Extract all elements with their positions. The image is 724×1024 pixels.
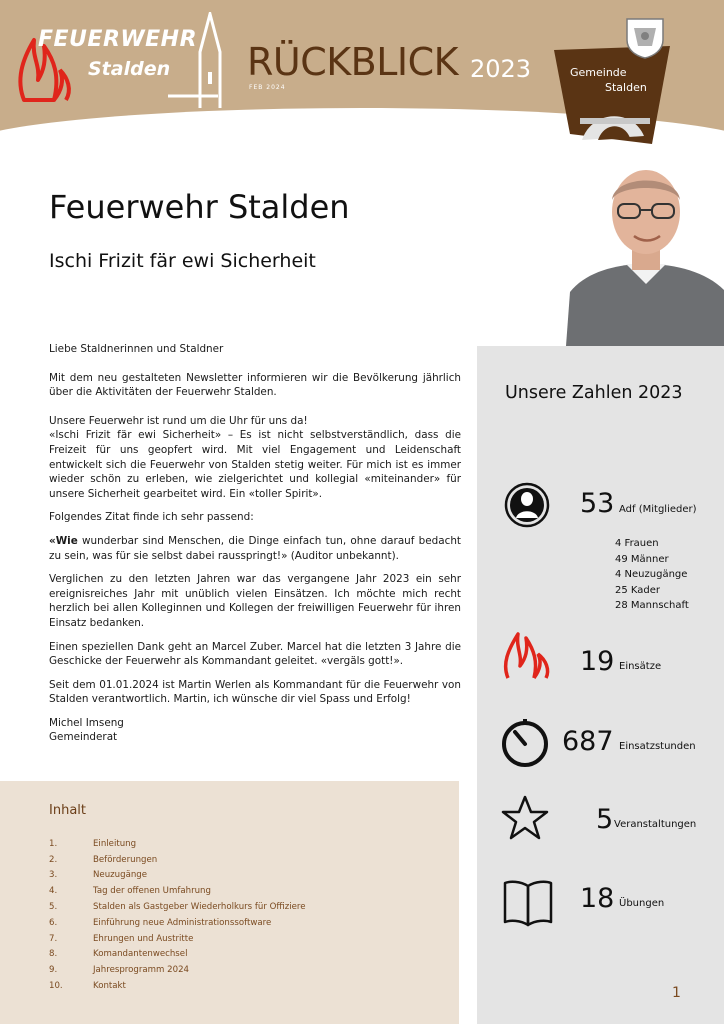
letter-paragraph: Einen speziellen Dank geht an Marcel Zuber. Marcel hat die letzten 3 Jahre die Geschicke der Feuerwehr als Kommandant geleitet. «vergäls gott!». <box>49 640 461 668</box>
newsletter-year: 2023 <box>470 55 532 83</box>
toc-number: 6. <box>49 917 58 928</box>
crest-icon <box>624 16 666 60</box>
toc-number: 10. <box>49 981 63 992</box>
toc-label: Stalden als Gastgeber Wiederholkurs für Offiziere <box>93 902 306 913</box>
page-title: Feuerwehr Stalden <box>49 188 350 226</box>
stat-veranstaltungen-value: 5 <box>596 804 614 835</box>
letter-greeting: Liebe Staldnerinnen und Staldner <box>49 343 224 355</box>
stat-stunden-label: Einsatzstunden <box>619 741 696 752</box>
gemeinde-name: Stalden <box>605 81 647 94</box>
toc-number: 3. <box>49 870 58 881</box>
breakdown-item: 28 Mannschaft <box>615 600 689 612</box>
toc-label: Ehrungen und Austritte <box>93 933 194 944</box>
stat-members-label: Adf (Mitglieder) <box>619 504 697 515</box>
toc-item[interactable] <box>49 868 449 884</box>
stat-uebungen-label: Übungen <box>619 898 665 909</box>
toc-label: Einführung neue Administrationssoftware <box>93 917 272 928</box>
gemeinde-label: Gemeinde <box>570 66 627 79</box>
portrait-photo <box>566 160 724 346</box>
toc-label: Jahresprogramm 2024 <box>93 965 190 976</box>
stat-einsaetze-label: Einsätze <box>619 661 662 672</box>
breakdown-item: 25 Kader <box>615 584 661 596</box>
stat-stunden-value: 687 <box>562 726 614 757</box>
page-number: 1 <box>672 985 681 1001</box>
toc-number: 7. <box>49 933 58 944</box>
breakdown-item: 4 Neuzugänge <box>615 569 688 581</box>
church-logo-icon <box>160 12 230 112</box>
members-breakdown <box>615 536 689 614</box>
toc-item[interactable] <box>49 883 449 899</box>
letter-paragraph: Verglichen zu den letzten Jahren war das vergangene Jahr 2023 ein sehr ereignisreiches Jahr mit unüblich vielen Einsätzen. Ich möchte mich recht herzlich bei allen Kolleginnen und Kollegen der freiwilligen Feuerwehr für ihren Einsatz bedanken. <box>49 573 461 629</box>
toc-number: 9. <box>49 965 58 976</box>
toc-item[interactable] <box>49 978 449 994</box>
toc-number: 2. <box>49 854 58 865</box>
toc-item[interactable] <box>49 962 449 978</box>
toc-number: 8. <box>49 949 58 960</box>
toc-title: Inhalt <box>49 803 86 818</box>
stat-einsaetze-value: 19 <box>580 646 615 677</box>
letter-paragraph: Mit dem neu gestalteten Newsletter informieren wir die Bevölkerung jährlich über die Aktivitäten der Feuerwehr Stalden. <box>49 371 461 399</box>
toc-item[interactable] <box>49 915 449 931</box>
toc-label: Einleitung <box>93 838 137 849</box>
toc-item[interactable] <box>49 899 449 915</box>
page-subtitle: Ischi Frizit fär ewi Sicherheit <box>49 250 316 272</box>
toc-item[interactable] <box>49 836 449 852</box>
toc-number: 5. <box>49 902 58 913</box>
flame-icon <box>502 622 552 682</box>
toc-label: Neuzugänge <box>93 870 148 881</box>
toc-item[interactable] <box>49 931 449 947</box>
breakdown-item: 49 Männer <box>615 553 669 565</box>
stat-veranstaltungen-label: Veranstaltungen <box>614 819 697 830</box>
stats-title: Unsere Zahlen 2023 <box>505 383 683 403</box>
person-icon <box>504 482 550 528</box>
quote-text: wunderbar sind Menschen, die Dinge einfach tun, ohne darauf bedacht zu sein, was für sie selbst dabei rausspringt!» (Auditor unbekannt). <box>49 534 461 562</box>
stopwatch-icon <box>500 717 550 769</box>
letter-paragraph: «Ischi Frizit fär ewi Sicherheit» – Es ist nicht selbstverständlich, dass die Freizeit für uns geopfert wird. Mit viel Engagement und Leidenschaft entwickelt sich die Feuerwehr von Stalden stetig weiter. Für mich ist es immer wieder schön zu erleben, wie zielgerichtet und kollegial «miteinander» für unsere Sicherheit gearbeitet wird. Ein «toller Spirit». <box>49 429 461 500</box>
toc-label: Kontakt <box>93 981 126 992</box>
letter-body <box>49 342 461 745</box>
toc-number: 4. <box>49 886 58 897</box>
letter-paragraph: Unsere Feuerwehr ist rund um die Uhr für uns da! <box>49 414 308 427</box>
stat-members-value: 53 <box>580 488 615 519</box>
letter-quote <box>49 534 461 563</box>
stat-uebungen-value: 18 <box>580 883 615 914</box>
breakdown-item: 4 Frauen <box>615 538 659 549</box>
newsletter-date: FEB 2024 <box>249 84 286 91</box>
logo-text-feuerwehr: FEUERWEHR <box>38 27 198 52</box>
logo-text-stalden: Stalden <box>88 58 171 80</box>
toc-label: Beförderungen <box>93 854 158 865</box>
newsletter-title: RÜCKBLICK <box>247 40 459 84</box>
letter-paragraph: Seit dem 01.01.2024 ist Martin Werlen als Kommandant für die Feuerwehr von Stalden verantwortlich. Martin, ich wünsche dir viel Spass und Erfolg! <box>49 678 461 706</box>
toc-label: Komandantenwechsel <box>93 949 188 960</box>
book-icon <box>502 878 554 928</box>
table-of-contents <box>49 836 449 994</box>
signature-role: Gemeinderat <box>49 731 118 744</box>
letter-paragraph: Folgendes Zitat finde ich sehr passend: <box>49 511 254 524</box>
toc-number: 1. <box>49 838 58 849</box>
star-icon <box>500 794 550 842</box>
toc-label: Tag der offenen Umfahrung <box>93 886 211 897</box>
signature-name: Michel Imseng <box>49 716 124 729</box>
toc-item[interactable] <box>49 947 449 963</box>
quote-bold: «Wie <box>49 534 78 547</box>
toc-item[interactable] <box>49 852 449 868</box>
